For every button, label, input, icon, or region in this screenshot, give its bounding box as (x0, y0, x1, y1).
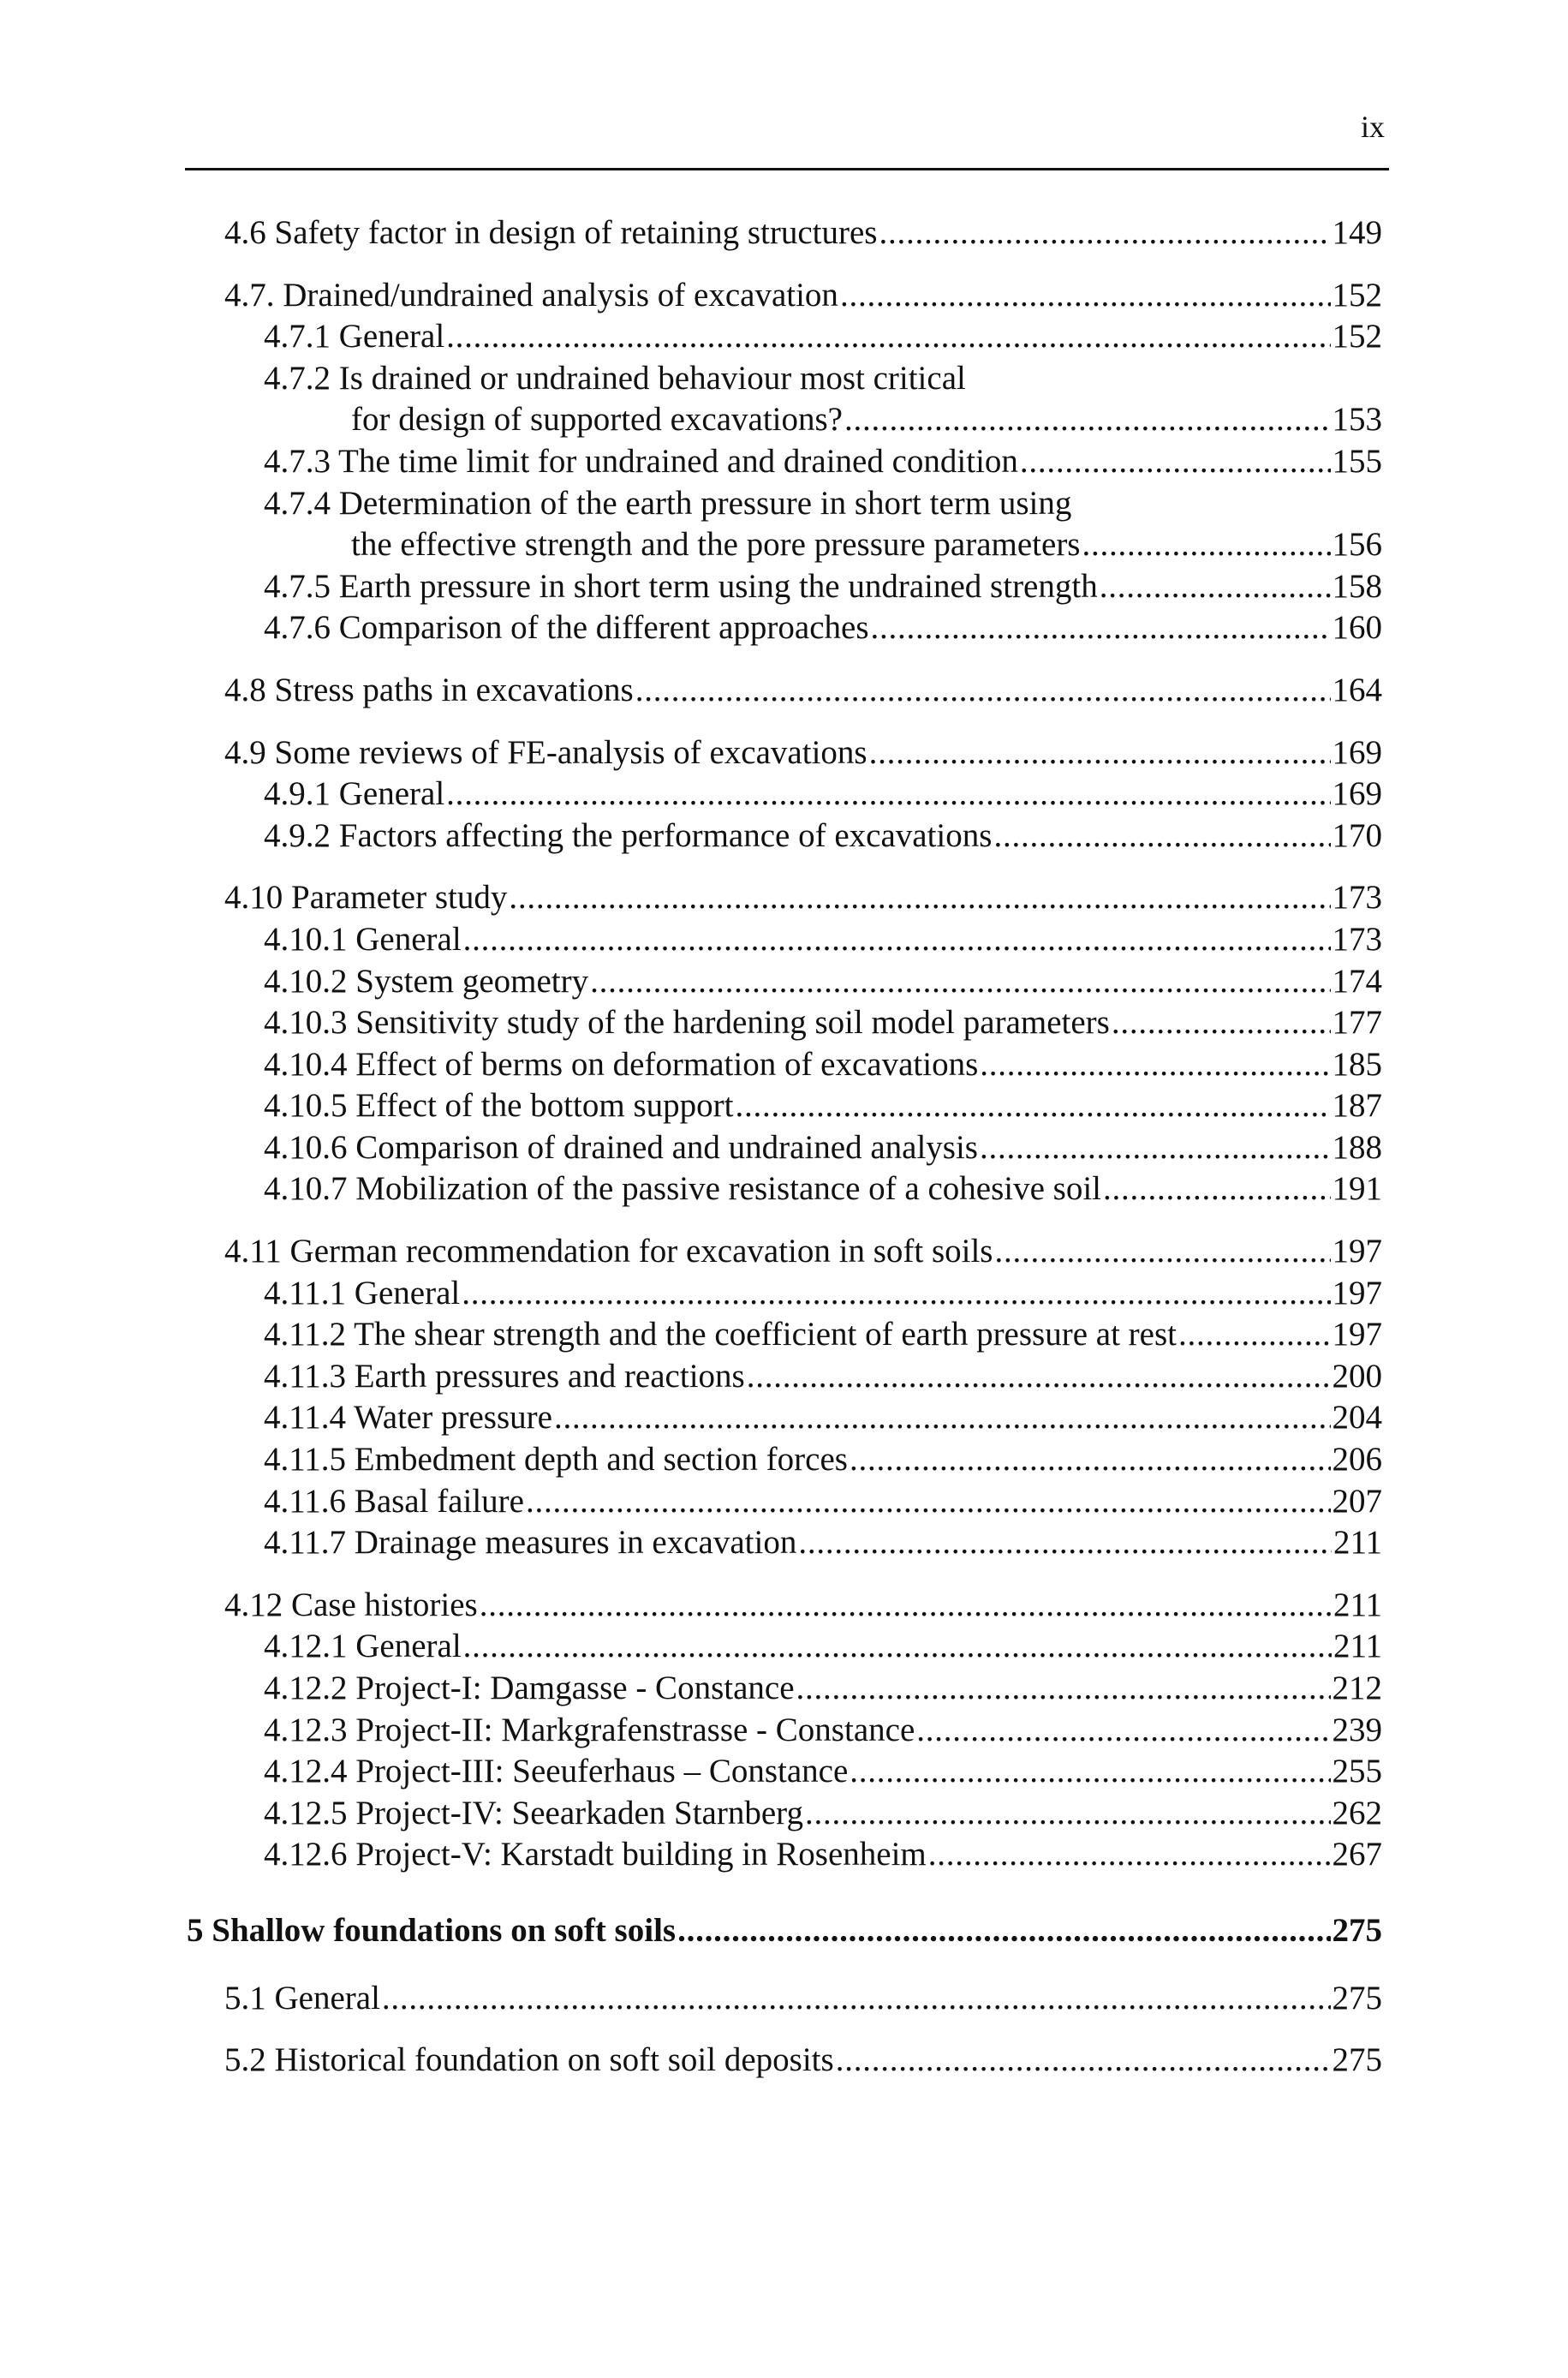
toc-entry-4-9-1[interactable] (264, 774, 1382, 816)
dot-leader (446, 774, 1330, 816)
toc-entry-label: 4.11 German recommendation for excavation in soft soils (224, 1233, 993, 1270)
toc-entry-label: 4.12.4 Project-III: Seeuferhaus – Constance (264, 1753, 849, 1790)
dot-leader (928, 1834, 1331, 1876)
toc-entry-page: 152 (1332, 276, 1382, 314)
toc-entry-4-7-4-continued[interactable] (351, 524, 1382, 566)
toc-entry-4-10-5[interactable] (264, 1085, 1382, 1127)
toc-entry-4-10[interactable] (224, 877, 1382, 919)
dot-leader (1178, 1314, 1331, 1356)
toc-entry-label: 5.2 Historical foundation on soft soil deposits (224, 2041, 834, 2079)
dot-leader (836, 2040, 1331, 2082)
toc-entry-label: 4.10.1 General (264, 920, 462, 958)
toc-entry-4-12[interactable] (224, 1585, 1382, 1627)
dot-leader (844, 399, 1331, 441)
dot-leader (980, 1044, 1330, 1086)
toc-entry-4-12-3[interactable] (264, 1710, 1382, 1752)
toc-entry-page: 239 (1332, 1711, 1382, 1748)
dot-leader (796, 1668, 1331, 1710)
toc-entry-4-10-4[interactable] (264, 1044, 1382, 1086)
toc-entry-label: 4.12.2 Project-I: Damgasse - Constance (264, 1670, 795, 1706)
toc-entry-4-12-6[interactable] (264, 1834, 1382, 1876)
toc-entry-page: 187 (1332, 1087, 1382, 1125)
toc-entry-page: 158 (1332, 567, 1382, 605)
toc-entry-label: 4.12.3 Project-II: Markgrafenstrasse - Constance (264, 1711, 915, 1748)
toc-entry-4-7-1[interactable] (264, 316, 1382, 358)
toc-entry-label: 4.11.6 Basal failure (264, 1482, 524, 1520)
toc-entry-label: 4.10.4 Effect of berms on deformation of excavations (264, 1045, 979, 1083)
toc-entry-4-12-4[interactable] (264, 1751, 1382, 1793)
dot-leader (869, 732, 1331, 774)
toc-entry-page: 152 (1332, 318, 1382, 356)
toc-entry-page: 177 (1332, 1004, 1382, 1042)
toc-entry-label: 4.12.6 Project-V: Karstadt building in Rosenheim (264, 1836, 927, 1873)
toc-entry-page: 173 (1332, 879, 1382, 917)
toc-entry-page: 197 (1332, 1316, 1382, 1353)
toc-entry-4-8[interactable] (224, 670, 1382, 712)
toc-entry-page: 191 (1332, 1170, 1382, 1208)
dot-leader (805, 1793, 1331, 1835)
toc-entry-5-2[interactable] (224, 2040, 1382, 2082)
toc-entry-4-12-2[interactable] (264, 1668, 1382, 1710)
toc-entry-label: 5.1 General (224, 1979, 380, 2017)
dot-leader (382, 1978, 1331, 2020)
page-number: ix (1360, 110, 1385, 144)
toc-entry-page: 188 (1332, 1128, 1382, 1166)
toc-entry-page: 262 (1332, 1794, 1382, 1831)
toc-entry-label: 4.10 Parameter study (224, 879, 508, 917)
toc-entry-4-7-2-continued[interactable] (351, 399, 1382, 441)
toc-entry-4-10-3[interactable] (264, 1002, 1382, 1044)
toc-entry-page: 173 (1332, 920, 1382, 958)
toc-entry-label: 4.7.3 The time limit for undrained and drained condition (264, 442, 1018, 480)
header-rule (185, 168, 1389, 170)
toc-entry-label: 4.12.1 General (264, 1628, 462, 1665)
toc-entry-4-7-5[interactable] (264, 566, 1382, 608)
toc-entry-page: 149 (1332, 214, 1382, 251)
toc-entry-label: 4.11.7 Drainage measures in excavation (264, 1524, 797, 1562)
toc-entry-4-9[interactable] (224, 732, 1382, 774)
toc-entry-page: 197 (1332, 1233, 1382, 1270)
toc-entry-5-1[interactable] (224, 1978, 1382, 2020)
dot-leader (798, 1522, 1332, 1564)
toc-entry-page: 204 (1332, 1399, 1382, 1437)
toc-entry-label: 4.11.1 General (264, 1274, 461, 1311)
toc-entry-4-11-1[interactable] (264, 1273, 1382, 1315)
toc-entry-label: 4.9.1 General (264, 775, 445, 813)
toc-entry-4-7-3[interactable] (264, 441, 1382, 483)
dot-leader (850, 1751, 1330, 1793)
dot-leader (480, 1585, 1332, 1627)
toc-entry-label: 4.7. Drained/undrained analysis of excavation (224, 276, 838, 314)
dot-leader (635, 670, 1331, 712)
toc-entry-label: 4.9.2 Factors affecting the performance of excavations (264, 816, 993, 854)
toc-entry-page: 170 (1332, 816, 1382, 854)
toc-entry-label: 4.7.2 Is drained or undrained behaviour most critical (264, 359, 966, 397)
toc-entry-4-11-2[interactable] (264, 1314, 1382, 1356)
toc-entry-label: 4.12.5 Project-IV: Seearkaden Starnberg (264, 1794, 803, 1831)
toc-entry-4-10-1[interactable] (264, 919, 1382, 961)
toc-entry-page: 169 (1332, 733, 1382, 771)
toc-entry-4-11-3[interactable] (264, 1356, 1382, 1398)
dot-leader (1082, 524, 1331, 566)
toc-entry-4-11-7[interactable] (264, 1522, 1382, 1564)
dot-leader (850, 1439, 1331, 1481)
toc-entry-label: 4.7.1 General (264, 318, 445, 356)
dot-leader (916, 1710, 1330, 1752)
dot-leader (980, 1127, 1331, 1169)
toc-entry-label: 4.10.3 Sensitivity study of the hardening soil model parameters (264, 1004, 1110, 1042)
toc-entry-4-7-4[interactable] (264, 483, 1382, 525)
toc-entry-4-11-5[interactable] (264, 1439, 1382, 1481)
toc-entry-4-11[interactable] (224, 1231, 1382, 1273)
toc-entry-4-10-7[interactable] (264, 1168, 1382, 1210)
toc-entry-label: 4.7.4 Determination of the earth pressure in short term using (264, 484, 1072, 522)
toc-entry-label: 4.7.6 Comparison of the different approaches (264, 609, 869, 647)
toc-entry-page: 275 (1332, 1911, 1382, 1949)
toc-entry-4-12-5[interactable] (264, 1793, 1382, 1835)
toc-entry-4-10-2[interactable] (264, 961, 1382, 1003)
toc-entry-page: 275 (1332, 1979, 1382, 2017)
toc-entry-4-7-2[interactable] (264, 358, 1382, 400)
toc-entry-page: 160 (1332, 609, 1382, 647)
toc-entry-page: 267 (1332, 1836, 1382, 1873)
toc-entry-page: 197 (1332, 1274, 1382, 1311)
dot-leader (747, 1356, 1331, 1398)
toc-entry-label: 4.10.7 Mobilization of the passive resistance of a cohesive soil (264, 1170, 1102, 1208)
toc-entry-page: 206 (1332, 1441, 1382, 1479)
toc-entry-page: 155 (1332, 442, 1382, 480)
toc-entry-4-12-1[interactable] (264, 1626, 1382, 1668)
toc-entry-page: 211 (1333, 1628, 1382, 1665)
dot-leader (1112, 1002, 1331, 1044)
dot-leader (993, 816, 1330, 857)
toc-entry-label: the effective strength and the pore pressure parameters (351, 526, 1081, 564)
dot-leader (526, 1481, 1331, 1523)
toc-entry-page: 164 (1332, 671, 1382, 708)
table-of-contents (187, 212, 1382, 2082)
dot-leader (879, 212, 1330, 254)
toc-entry-page: 153 (1332, 401, 1382, 439)
dot-leader (509, 877, 1330, 919)
dot-leader (1100, 566, 1331, 608)
toc-entry-4-10-6[interactable] (264, 1127, 1382, 1169)
toc-entry-label: 4.10.6 Comparison of drained and undrained analysis (264, 1128, 978, 1166)
toc-entry-label: 4.10.2 System geometry (264, 962, 589, 1000)
dot-leader (871, 607, 1331, 649)
toc-entry-4-7[interactable] (224, 275, 1382, 317)
dot-leader (554, 1397, 1331, 1439)
toc-entry-4-11-6[interactable] (264, 1481, 1382, 1523)
toc-entry-page: 275 (1332, 2041, 1382, 2079)
toc-entry-label: 4.8 Stress paths in excavations (224, 671, 634, 708)
dot-leader (1103, 1168, 1330, 1210)
toc-entry-page: 207 (1332, 1482, 1382, 1520)
toc-entry-page: 200 (1332, 1357, 1382, 1395)
toc-entry-label: 4.11.5 Embedment depth and section forces (264, 1441, 848, 1479)
toc-entry-label: 4.10.5 Effect of the bottom support (264, 1087, 734, 1125)
dot-leader (463, 919, 1331, 961)
toc-entry-page: 255 (1332, 1753, 1382, 1790)
toc-entry-label: 4.7.5 Earth pressure in short term using the undrained strength (264, 567, 1098, 605)
toc-entry-label: 5 Shallow foundations on soft soils (187, 1911, 677, 1949)
dot-leader (590, 961, 1330, 1003)
toc-entry-page: 211 (1333, 1586, 1382, 1623)
toc-entry-page: 169 (1332, 775, 1382, 813)
dot-leader (446, 316, 1330, 358)
toc-entry-label: for design of supported excavations? (351, 401, 843, 439)
toc-entry-label: 4.6 Safety factor in design of retaining structures (224, 214, 878, 251)
toc-entry-label: 4.11.2 The shear strength and the coefficient of earth pressure at rest (264, 1316, 1177, 1353)
dot-leader (735, 1085, 1330, 1127)
toc-entry-4-9-2[interactable] (264, 816, 1382, 857)
toc-entry-page: 211 (1333, 1524, 1382, 1562)
toc-entry-4-7-6[interactable] (264, 607, 1382, 649)
toc-entry-page: 185 (1332, 1045, 1382, 1083)
toc-entry-page: 156 (1332, 526, 1382, 564)
toc-entry-label: 4.9 Some reviews of FE-analysis of excavations (224, 733, 867, 771)
toc-entry-label: 4.11.3 Earth pressures and reactions (264, 1357, 745, 1395)
toc-entry-4-6[interactable] (224, 212, 1382, 254)
dot-leader (463, 1626, 1332, 1668)
dot-leader (994, 1231, 1330, 1273)
dot-leader (677, 1910, 1330, 1952)
toc-entry-page: 212 (1332, 1670, 1382, 1706)
dot-leader (840, 275, 1331, 317)
toc-entry-label: 4.11.4 Water pressure (264, 1399, 552, 1437)
toc-chapter-5[interactable] (187, 1910, 1382, 1952)
dot-leader (1020, 441, 1331, 483)
toc-entry-page: 174 (1332, 962, 1382, 1000)
dot-leader (462, 1273, 1330, 1315)
toc-entry-label: 4.12 Case histories (224, 1586, 478, 1623)
toc-entry-4-11-4[interactable] (264, 1397, 1382, 1439)
